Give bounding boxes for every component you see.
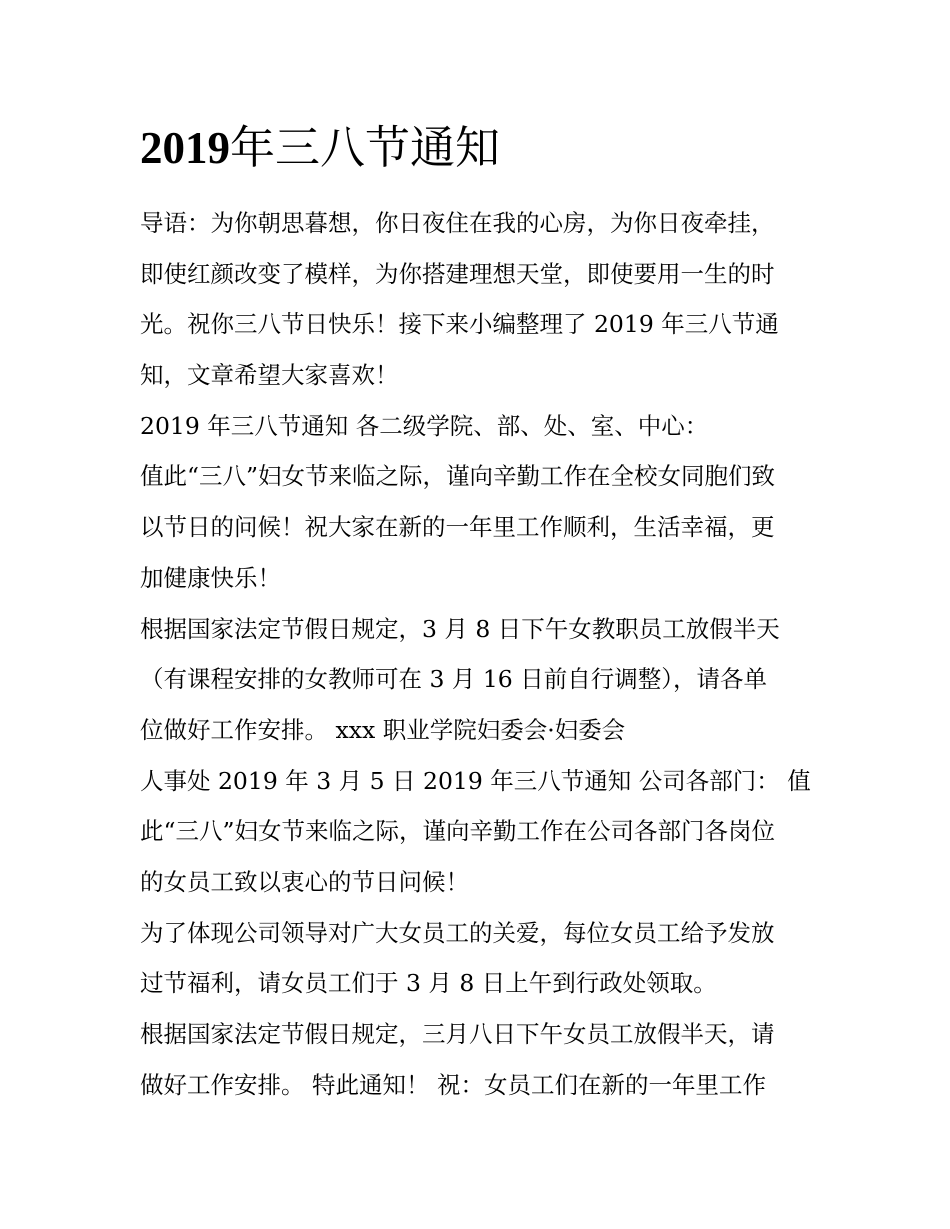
text-line: 即使红颜改变了模样，为你搭建理想天堂，即使要用一生的时: [140, 259, 775, 288]
text-line: 做好工作安排。 特此通知！ 祝：女员工们在新的一年里工作: [140, 1070, 766, 1099]
text-line: 以节日的问候！祝大家在新的一年里工作顺利，生活幸福，更: [140, 513, 775, 542]
text-line: 位做好工作安排。 xxx 职业学院妇委会·妇委会: [140, 715, 626, 744]
text-line: 2019 年三八节通知 各二级学院、部、处、室、中心：: [140, 411, 709, 440]
document-body: [140, 198, 830, 1110]
text-line: 过节福利，请女员工们于 3 月 8 日上午到行政处领取。: [140, 969, 717, 998]
text-line: 值此“三八”妇女节来临之际，谨向辛勤工作在全校女同胞们致: [140, 462, 776, 491]
text-line: 人事处 2019 年 3 月 5 日 2019 年三八节通知 公司各部门： 值: [140, 766, 811, 795]
title-text: 年三八节通知: [230, 121, 501, 174]
text-line: 根据国家法定节假日规定，3 月 8 日下午女教职员工放假半天: [140, 614, 780, 643]
text-line: （有课程安排的女教师可在 3 月 16 日前自行调整），请各单: [140, 665, 767, 694]
text-line: 导语：为你朝思暮想，你日夜住在我的心房，为你日夜牵挂，: [140, 209, 775, 237]
text-line: 根据国家法定节假日规定，三月八日下午女员工放假半天，请: [140, 1020, 775, 1048]
title-year: 2019: [140, 123, 230, 173]
text-line: 为了体现公司领导对广大女员工的关爱，每位女员工给予发放: [140, 918, 775, 947]
text-line: 加健康快乐！: [140, 563, 281, 592]
text-line: 光。祝你三八节日快乐！接下来小编整理了 2019 年三八节通: [140, 310, 779, 339]
text-line: 的女员工致以衷心的节日问候！: [140, 867, 469, 896]
text-line: 知，文章希望大家喜欢！: [140, 361, 399, 390]
text-line: 此“三八”妇女节来临之际，谨向辛勤工作在公司各部门各岗位: [140, 817, 776, 846]
document-title: [140, 118, 500, 178]
